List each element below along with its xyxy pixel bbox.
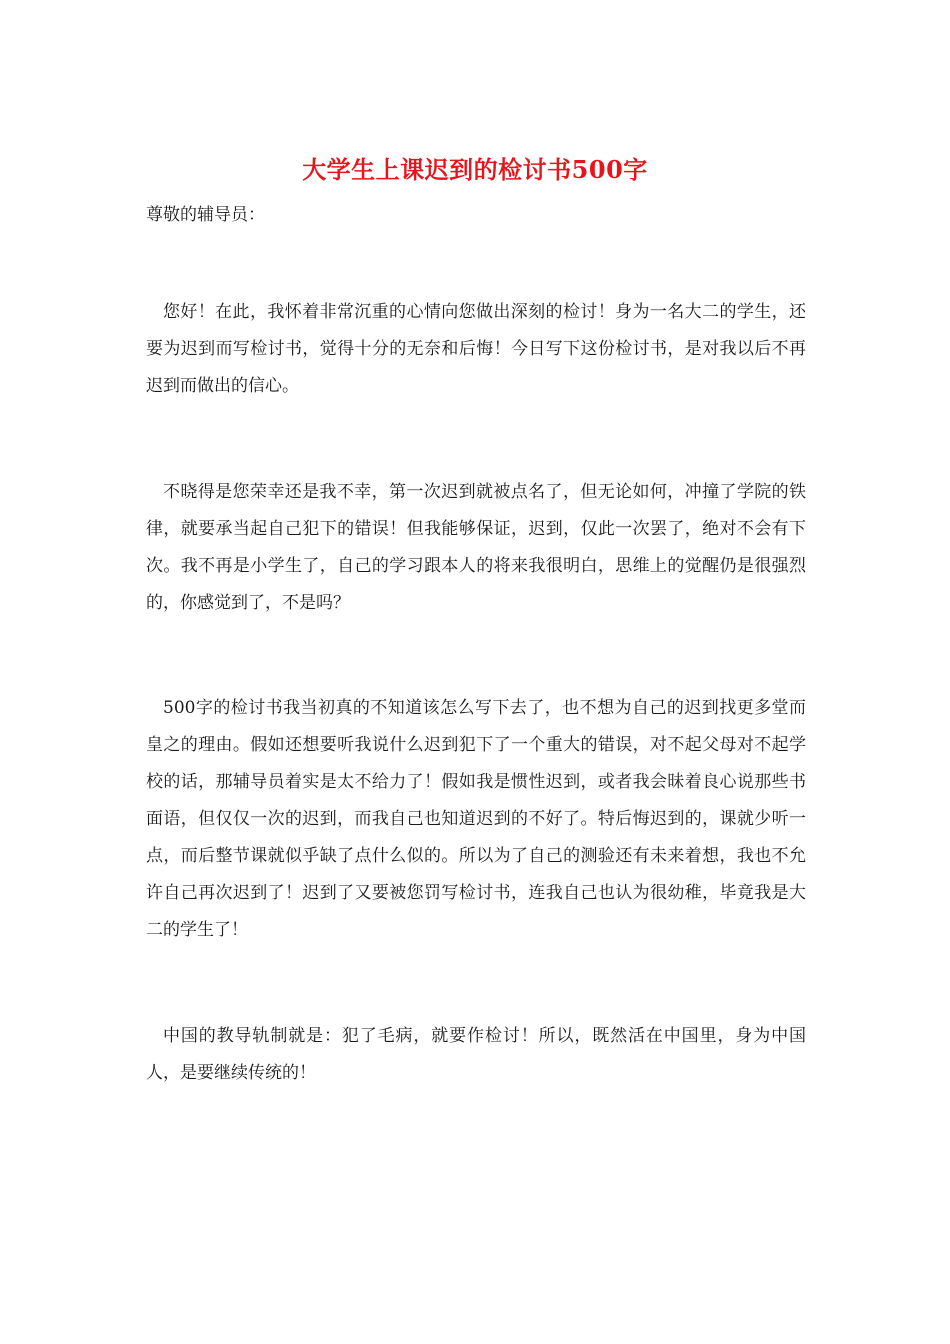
paragraph-4: 中国的教导轨制就是：犯了毛病，就要作检讨！所以，既然活在中国里，身为中国人，是要继续传统的！ <box>146 1026 806 1083</box>
document-title: 大学生上课迟到的检讨书500字 <box>302 155 648 184</box>
paragraph-1: 您好！在此，我怀着非常沉重的心情向您做出深刻的检讨！身为一名大二的学生，还要为迟到而写检讨书，觉得十分的无奈和后悔！今日写下这份检讨书，是对我以后不再迟到而做出的信心。 <box>146 302 806 396</box>
salutation: 尊敬的辅导员： <box>146 205 265 225</box>
paragraph-3: 500字的检讨书我当初真的不知道该怎么写下去了，也不想为自己的迟到找更多堂而皇之的理由。假如还想要听我说什么迟到犯下了一个重大的错误，对不起父母对不起学校的话，那辅导员着实是太不给力了！假如我是惯性迟到，或者我会昧着良心说那些书面语，但仅仅一次的迟到，而我自己也知道迟到的不好了。特后悔迟到的，课就少听一点，而后整节课就似乎缺了点什么似的。所以为了自己的测验还有未来着想，我也不允许自己再次迟到了！迟到了又要被您罚写检讨书，连我自己也认为很幼稚，毕竟我是大二的学生了！ <box>146 698 806 940</box>
paragraph-2: 不晓得是您荣幸还是我不幸，第一次迟到就被点名了，但无论如何，冲撞了学院的铁律，就要承当起自己犯下的错误！但我能够保证，迟到，仅此一次罢了，绝对不会有下次。我不再是小学生了，自己的学习跟本人的将来我很明白，思维上的觉醒仍是很强烈的，你感觉到了，不是吗？ <box>146 482 806 613</box>
